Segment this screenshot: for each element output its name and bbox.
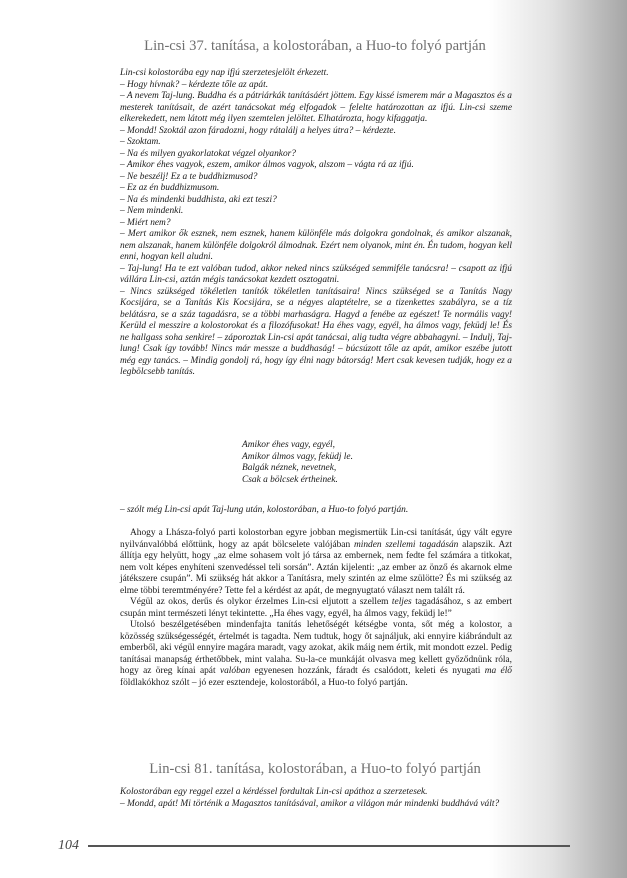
emphasis: ma élő xyxy=(484,666,512,676)
commentary-paragraph xyxy=(120,528,512,597)
text-run: Ahogy a Lhásza-folyó parti kolostorban egyre jobban megismertük Lin-csi tanítását, úgy vált egyre nyilvánvalóbbá előttünk, hogy az apát bölcselete valójában xyxy=(120,528,512,550)
text-run: földlakókhoz szólt – jó ezer esztendeje, kolostorából, a Huo-to folyó partján. xyxy=(120,677,408,688)
dialogue-paragraph: – Ne beszélj! Ez a te buddhizmusod? xyxy=(120,171,258,182)
dialogue-paragraph: – Taj-lung! Ha te ezt valóban tudod, akkor neked nincs szükséged semmiféle tanácsra! – csapott az ifjú vállára Lin-csi, aztán mégis tanácsokat kezdett osztogatni. xyxy=(120,263,512,285)
commentary-paragraph xyxy=(120,620,512,689)
poem-line: Csak a bölcsek értheinek. xyxy=(242,474,338,485)
poem-line: Amikor álmos vagy, feküdj le. xyxy=(242,451,353,462)
poem-line: Amikor éhes vagy, egyél, xyxy=(242,440,335,450)
dialogue-paragraph: – Nincs szükséged tökéletlen tanítók tökéletlen tanításaira! Nincs szükséged se a Tanítás Nagy Kocsijára, se a Tanítás Kis Kocsijára, se a négyes alaptételre, se a tizenkettes szabályra, se a tíz belátásra, se a száz tagadásra, se a többi marhaságra. Hagyd a fenébe az egészet! Te normális vagy! Kerüld el messzire a kolostorokat és a filozófusokat! Ha éhes vagy, egyél, ha álmos vagy, feküdj le! És ne hallgass soha senkire! – záporoztak Lin-csi apát tanácsai, alig tudta végre abbahagyni. – Indulj, Taj-lung! Csak így tovább! Nincs már messze a buddhaság! – búcsúzott tőle az apát, amikor eszébe jutott még egy tanács. – Mindig gondolj rá, hogy így élni nagy bátorság! Mert csak kevesen tudják, hogy ez a legbölcsebb tanítás. xyxy=(120,286,512,377)
poem xyxy=(242,440,353,486)
dialogue-paragraph: – Miért nem? xyxy=(120,217,171,228)
dialogue-paragraph: – Hogy hívnak? – kérdezte tőle az apát. xyxy=(120,79,269,90)
dialogue-paragraph: – Ez az én buddhizmusom. xyxy=(120,183,220,193)
dialogue-paragraph: – Na és mindenki buddhista, aki ezt teszi? xyxy=(120,194,277,205)
text-run: alapszik. Azt állítja egy helyütt, hogy „az elme sohasem volt jó társa az embernek, nem fedte fel számára a titkokat, nem volt képes enyhíteni szenvedéssel teli sorsán”. Aztán kijelenti: „az ember az önző és akarnok elme játékszere csupán”. Mi szükség hát akkor a Tanításra, mely szintén az elme szülötte? És mi szükség az elme többi teremtményére? Tette fel a kérdést az apát, de megnyugtató választ nem talált rá. xyxy=(120,539,513,596)
text-run: Végül az okos, derűs és olykor érzelmes Lin-csi eljutott a szellem xyxy=(130,597,392,607)
text-run: Utolsó beszélgetésében mindenfajta tanítás lehetőségét kétségbe vonta, sőt még a kolostor, a közösség szükségességét, értelmét is tagadta. Nem tudtuk, hogy őt sajnáljuk, aki ennyire kiábrándult az emberből, aki végül ennyire magára maradt, vagy azokat, akik máig nem értik, mit mondott ezzel. Pedig tanításai manapság érthetőbbek, mint valaha. Su-la-ce munkáját olvasva meg kellett győződnünk róla, hogy az öreg kínai apát xyxy=(120,620,512,676)
poem-line: Balgák néznek, nevetnek, xyxy=(242,463,337,474)
dialogue-paragraph: Kolostorában egy reggel ezzel a kérdéssel fordultak Lin-csi apáthoz a szerzetesek. xyxy=(120,787,428,797)
emphasis: valóban xyxy=(219,666,251,676)
section-heading-37: Lin-csi 37. tanítása, a kolostorában, a Huo-to folyó partján xyxy=(144,38,486,54)
commentary-block xyxy=(120,528,512,689)
page-number: 104 xyxy=(58,838,79,853)
dialogue-paragraph: – Mondd, apát! Mi történik a Magasztos tanításával, amikor a világon már mindenki buddhává vált? xyxy=(120,798,500,809)
dialogue-paragraph: – Mondd! Szoktál azon fáradozni, hogy rátalálj a helyes útra? – kérdezte. xyxy=(120,125,396,136)
text-run: egyenesen hozzánk, fáradt és csalódott, keleti és nyugati xyxy=(250,666,485,676)
emphasis: teljes xyxy=(391,597,412,607)
dialogue-paragraph: – Amikor éhes vagyok, eszem, amikor álmos vagyok, alszom – vágta rá az ifjú. xyxy=(120,160,414,170)
dialogue-paragraph: – Mert amikor ők esznek, nem esznek, hanem különféle más dolgokra gondolnak, és amikor alszanak, nem alszanak, hanem különféle dolgokról álmodnak. Ezért nem olyanok, mint én. Én tudom, hogyan kell enni, hogyan kell aludni. xyxy=(120,229,512,262)
dialogue-paragraph: Lin-csi kolostorába egy nap ifjú szerzetesjelölt érkezett. xyxy=(120,68,329,78)
dialogue-paragraph: – Na és milyen gyakorlatokat végzel olyankor? xyxy=(120,148,296,159)
dialogue-block-2 xyxy=(120,787,512,810)
commentary-paragraph xyxy=(120,597,512,620)
dialogue-paragraph: – Szoktam. xyxy=(120,137,161,147)
footer-rule xyxy=(88,845,570,847)
dialogue-paragraph: – Nem mindenki. xyxy=(120,206,184,216)
dialogue-block xyxy=(120,68,512,379)
emphasis: minden szellemi tagadásán xyxy=(353,539,459,550)
closing-line: – szólt még Lin-csi apát Taj-lung után, kolostorában, a Huo-to folyó partján. xyxy=(120,505,409,515)
text-run: tagadásához, s az embert csupán mint természeti lényt tekintette. „Ha éhes vagy, egyél, ha álmos vagy, feküdj le!” xyxy=(120,597,512,619)
section-heading-81: Lin-csi 81. tanítása, kolostorában, a Huo-to folyó partján xyxy=(149,761,481,777)
dialogue-paragraph: – A nevem Taj-lung. Buddha és a pátriárkák tanításáért jöttem. Egy kissé ismerem már a Magasztos és a mesterek tanításait, de azért tanácsokat még elfogadok – felelte határozottan az ifjú. Lin-csi szeme elkerekedett, nem látott még ilyen szemtelen jelöltet. Elhatározta, hogy kifaggatja. xyxy=(120,91,512,124)
